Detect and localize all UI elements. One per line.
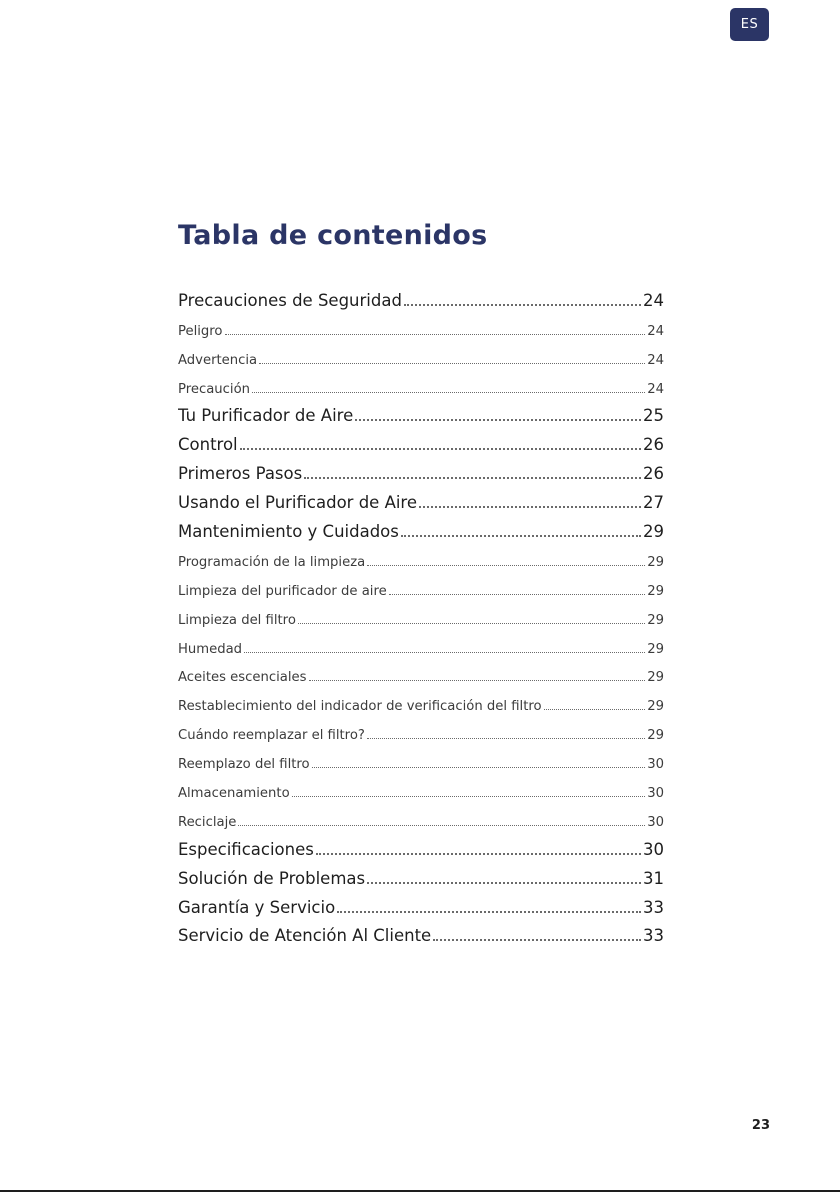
toc-subentry[interactable]	[178, 689, 664, 718]
toc-entry-page: 29	[647, 728, 664, 744]
toc-entry-label: Programación de la limpieza	[178, 554, 366, 570]
table-of-contents	[178, 285, 664, 949]
toc-dot-leader	[544, 709, 646, 710]
toc-dot-leader	[244, 652, 645, 653]
toc-entry-page: 25	[643, 406, 664, 426]
toc-entry[interactable]	[178, 863, 664, 892]
toc-entry-page: 24	[647, 323, 664, 339]
toc-dot-leader	[238, 825, 645, 826]
toc-subentry[interactable]	[178, 718, 664, 747]
toc-entry-page: 31	[643, 868, 664, 888]
toc-entry-page: 30	[647, 757, 664, 773]
toc-subentry[interactable]	[178, 661, 664, 690]
toc-dot-leader	[316, 853, 641, 855]
toc-dot-leader	[367, 882, 641, 884]
toc-entry-page: 29	[643, 522, 664, 542]
toc-entry[interactable]	[178, 487, 664, 516]
toc-entry-label: Especificaciones	[178, 839, 314, 859]
toc-entry-label: Reemplazo del filtro	[178, 757, 310, 773]
toc-entry-page: 33	[643, 897, 664, 917]
toc-entry[interactable]	[178, 834, 664, 863]
toc-entry-page: 29	[647, 699, 664, 715]
toc-entry[interactable]	[178, 458, 664, 487]
toc-entry-label: Precaución	[178, 381, 250, 397]
toc-entry-label: Limpieza del filtro	[178, 612, 296, 628]
toc-entry[interactable]	[178, 516, 664, 545]
toc-entry-page: 24	[647, 381, 664, 397]
toc-entry-page: 30	[647, 786, 664, 802]
toc-subentry[interactable]	[178, 314, 664, 343]
toc-dot-leader	[304, 477, 641, 479]
toc-subentry[interactable]	[178, 603, 664, 632]
toc-entry[interactable]	[178, 921, 664, 950]
toc-entry-label: Control	[178, 435, 238, 455]
toc-entry-page: 29	[647, 670, 664, 686]
toc-dot-leader	[298, 623, 645, 624]
toc-entry-label: Servicio de Atención Al Cliente	[178, 926, 432, 946]
toc-dot-leader	[404, 304, 641, 306]
toc-dot-leader	[312, 767, 646, 768]
toc-entry-page: 29	[647, 641, 664, 657]
toc-entry-page: 24	[643, 290, 664, 310]
toc-entry-page: 29	[647, 612, 664, 628]
toc-subentry[interactable]	[178, 545, 664, 574]
toc-dot-leader	[401, 535, 641, 537]
toc-entry[interactable]	[178, 285, 664, 314]
toc-dot-leader	[433, 939, 641, 941]
toc-subentry[interactable]	[178, 372, 664, 401]
toc-entry-label: Precauciones de Seguridad	[178, 290, 402, 310]
toc-entry-page: 27	[643, 493, 664, 513]
toc-entry-page: 29	[647, 583, 664, 599]
toc-dot-leader	[419, 506, 641, 508]
toc-dot-leader	[259, 363, 645, 364]
toc-subentry[interactable]	[178, 776, 664, 805]
toc-dot-leader	[240, 448, 641, 450]
toc-entry-label: Usando el Purificador de Aire	[178, 493, 418, 513]
toc-dot-leader	[367, 738, 645, 739]
toc-dot-leader	[337, 911, 641, 913]
toc-entry-label: Limpieza del purificador de aire	[178, 583, 387, 599]
toc-dot-leader	[225, 334, 646, 335]
toc-entry-label: Solución de Problemas	[178, 868, 366, 888]
toc-entry-label: Tu Purificador de Aire	[178, 406, 354, 426]
toc-entry-label: Cuándo reemplazar el filtro?	[178, 728, 365, 744]
language-badge	[730, 8, 769, 41]
toc-entry-page: 30	[643, 839, 664, 859]
toc-entry-page: 30	[647, 814, 664, 830]
toc-entry[interactable]	[178, 429, 664, 458]
toc-entry[interactable]	[178, 401, 664, 430]
toc-entry-label: Humedad	[178, 641, 243, 657]
toc-entry-label: Peligro	[178, 323, 223, 339]
toc-subentry[interactable]	[178, 632, 664, 661]
toc-subentry[interactable]	[178, 805, 664, 834]
page-title: Tabla de contenidos	[178, 220, 488, 251]
toc-entry-label: Aceites escenciales	[178, 670, 307, 686]
toc-entry-page: 26	[643, 464, 664, 484]
toc-dot-leader	[252, 392, 645, 393]
toc-entry-label: Advertencia	[178, 352, 258, 368]
toc-entry-page: 33	[643, 926, 664, 946]
toc-entry-page: 26	[643, 435, 664, 455]
toc-dot-leader	[309, 680, 646, 681]
toc-dot-leader	[355, 419, 641, 421]
toc-entry-label: Primeros Pasos	[178, 464, 303, 484]
toc-entry[interactable]	[178, 892, 664, 921]
toc-dot-leader	[389, 594, 646, 595]
toc-entry-label: Restablecimiento del indicador de verificación del filtro	[178, 699, 542, 715]
toc-dot-leader	[367, 565, 645, 566]
toc-subentry[interactable]	[178, 574, 664, 603]
toc-subentry[interactable]	[178, 343, 664, 372]
language-badge-label: ES	[740, 17, 759, 32]
toc-entry-label: Mantenimiento y Cuidados	[178, 522, 399, 542]
page-number: 23	[751, 1118, 770, 1133]
toc-subentry[interactable]	[178, 747, 664, 776]
toc-entry-page: 24	[647, 352, 664, 368]
toc-entry-label: Garantía y Servicio	[178, 897, 336, 917]
toc-entry-page: 29	[647, 554, 664, 570]
toc-entry-label: Reciclaje	[178, 814, 237, 830]
toc-dot-leader	[292, 796, 646, 797]
toc-entry-label: Almacenamiento	[178, 786, 290, 802]
